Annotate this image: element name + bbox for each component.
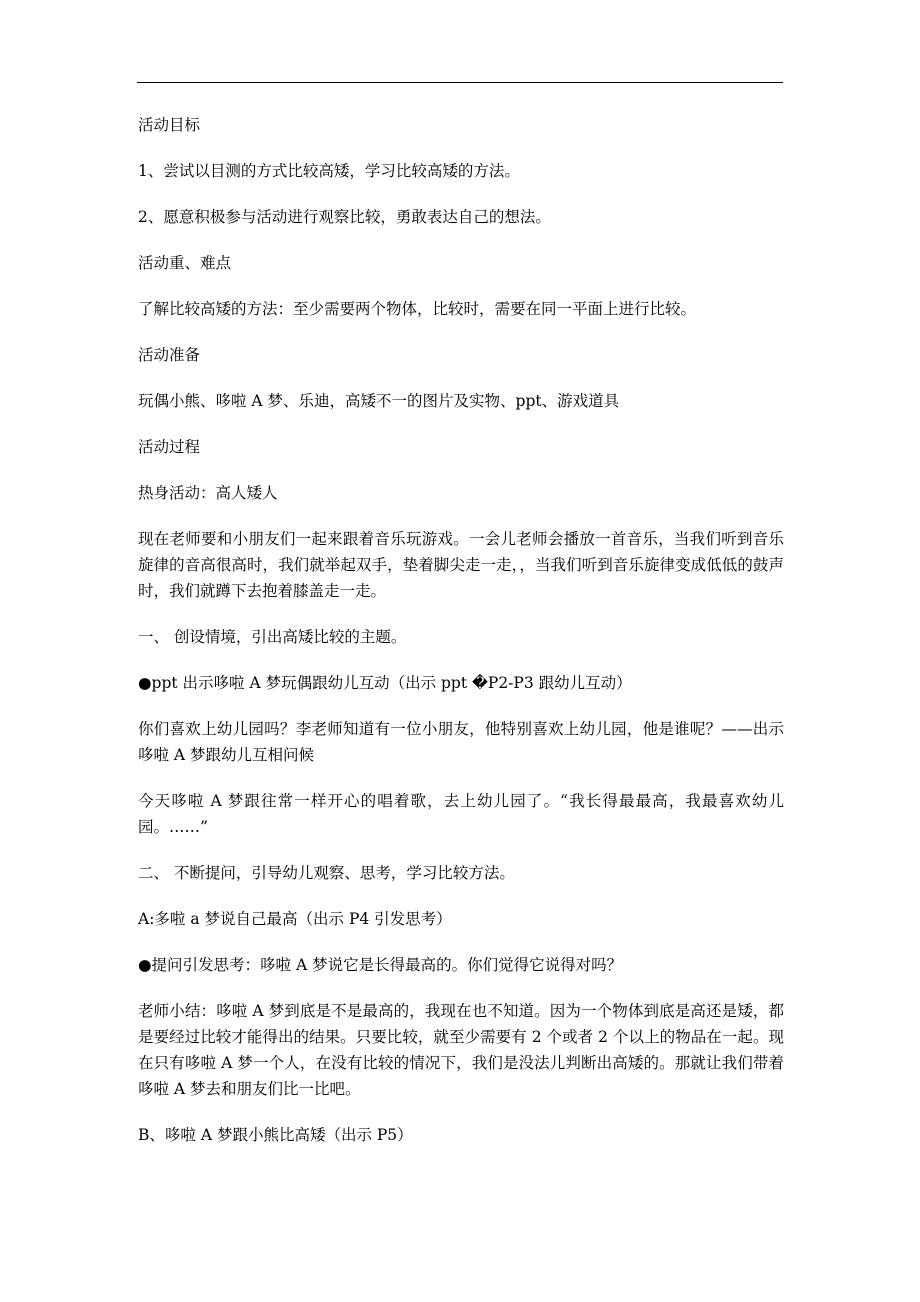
section-heading-key-points: 活动重、难点 bbox=[138, 254, 232, 272]
goal-item-2: 2、愿意积极参与活动进行观察比较，勇敢表达自己的想法。 bbox=[138, 208, 551, 226]
key-points-text: 了解比较高矮的方法：至少需要两个物体，比较时，需要在同一平面上进行比较。 bbox=[138, 300, 697, 318]
step-1-bullet: ●ppt 出示哆啦 A 梦玩偶跟幼儿互动（出示 ppt �P2-P3 跟幼儿互动） bbox=[138, 674, 632, 692]
header-rule bbox=[137, 82, 783, 83]
step-1-question: 你们喜欢上幼儿园吗？李老师知道有一位小朋友，他特别喜欢上幼儿园，他是谁呢？——出示哆啦 A 梦跟幼儿互相问候 bbox=[138, 720, 784, 764]
section-heading-process: 活动过程 bbox=[138, 438, 201, 456]
preparation-text: 玩偶小熊、哆啦 A 梦、乐迪，高矮不一的图片及实物、ppt、游戏道具 bbox=[138, 392, 620, 410]
step-1-heading: 一、 创设情境，引出高矮比较的主题。 bbox=[138, 628, 407, 646]
step-2-part-b: B、哆啦 A 梦跟小熊比高矮（出示 P5） bbox=[138, 1126, 413, 1144]
section-heading-goals: 活动目标 bbox=[138, 116, 201, 134]
goal-item-1: 1、尝试以目测的方式比较高矮，学习比较高矮的方法。 bbox=[138, 162, 520, 180]
step-2-heading: 二、 不断提问，引导幼儿观察、思考，学习比较方法。 bbox=[138, 864, 515, 882]
warmup-text: 现在老师要和小朋友们一起来跟着音乐玩游戏。一会儿老师会播放一首音乐，当我们听到音乐旋律的音高很高时，我们就举起双手，垫着脚尖走一走，，当我们听到音乐旋律变成低低的鼓声时，我们就蹲下去抱着膝盖走一走。 bbox=[138, 530, 784, 600]
step-2-part-a: A:多啦 a 梦说自己最高（出示 P4 引发思考） bbox=[138, 910, 452, 928]
document-body bbox=[138, 112, 784, 1168]
teacher-summary: 老师小结：哆啦 A 梦到底是不是最高的，我现在也不知道。因为一个物体到底是高还是矮，都是要经过比较才能得出的结果。只要比较，就至少需要有 2 个或者 2 个以上的物品在一起。现在只有哆啦 A 梦一个人，在没有比较的情况下，我们是没法儿判断出高矮的。那就让我们带着哆啦 A 梦去和朋友们比一比吧。 bbox=[138, 1002, 784, 1098]
warmup-heading: 热身活动：高人矮人 bbox=[138, 484, 278, 502]
step-2-question: ●提问引发思考：哆啦 A 梦说它是长得最高的。你们觉得它说得对吗？ bbox=[138, 956, 623, 974]
step-1-story: 今天哆啦 A 梦跟往常一样开心的唱着歌，去上幼儿园了。“我长得最最高，我最喜欢幼儿园。……” bbox=[138, 792, 784, 836]
section-heading-preparation: 活动准备 bbox=[138, 346, 201, 364]
